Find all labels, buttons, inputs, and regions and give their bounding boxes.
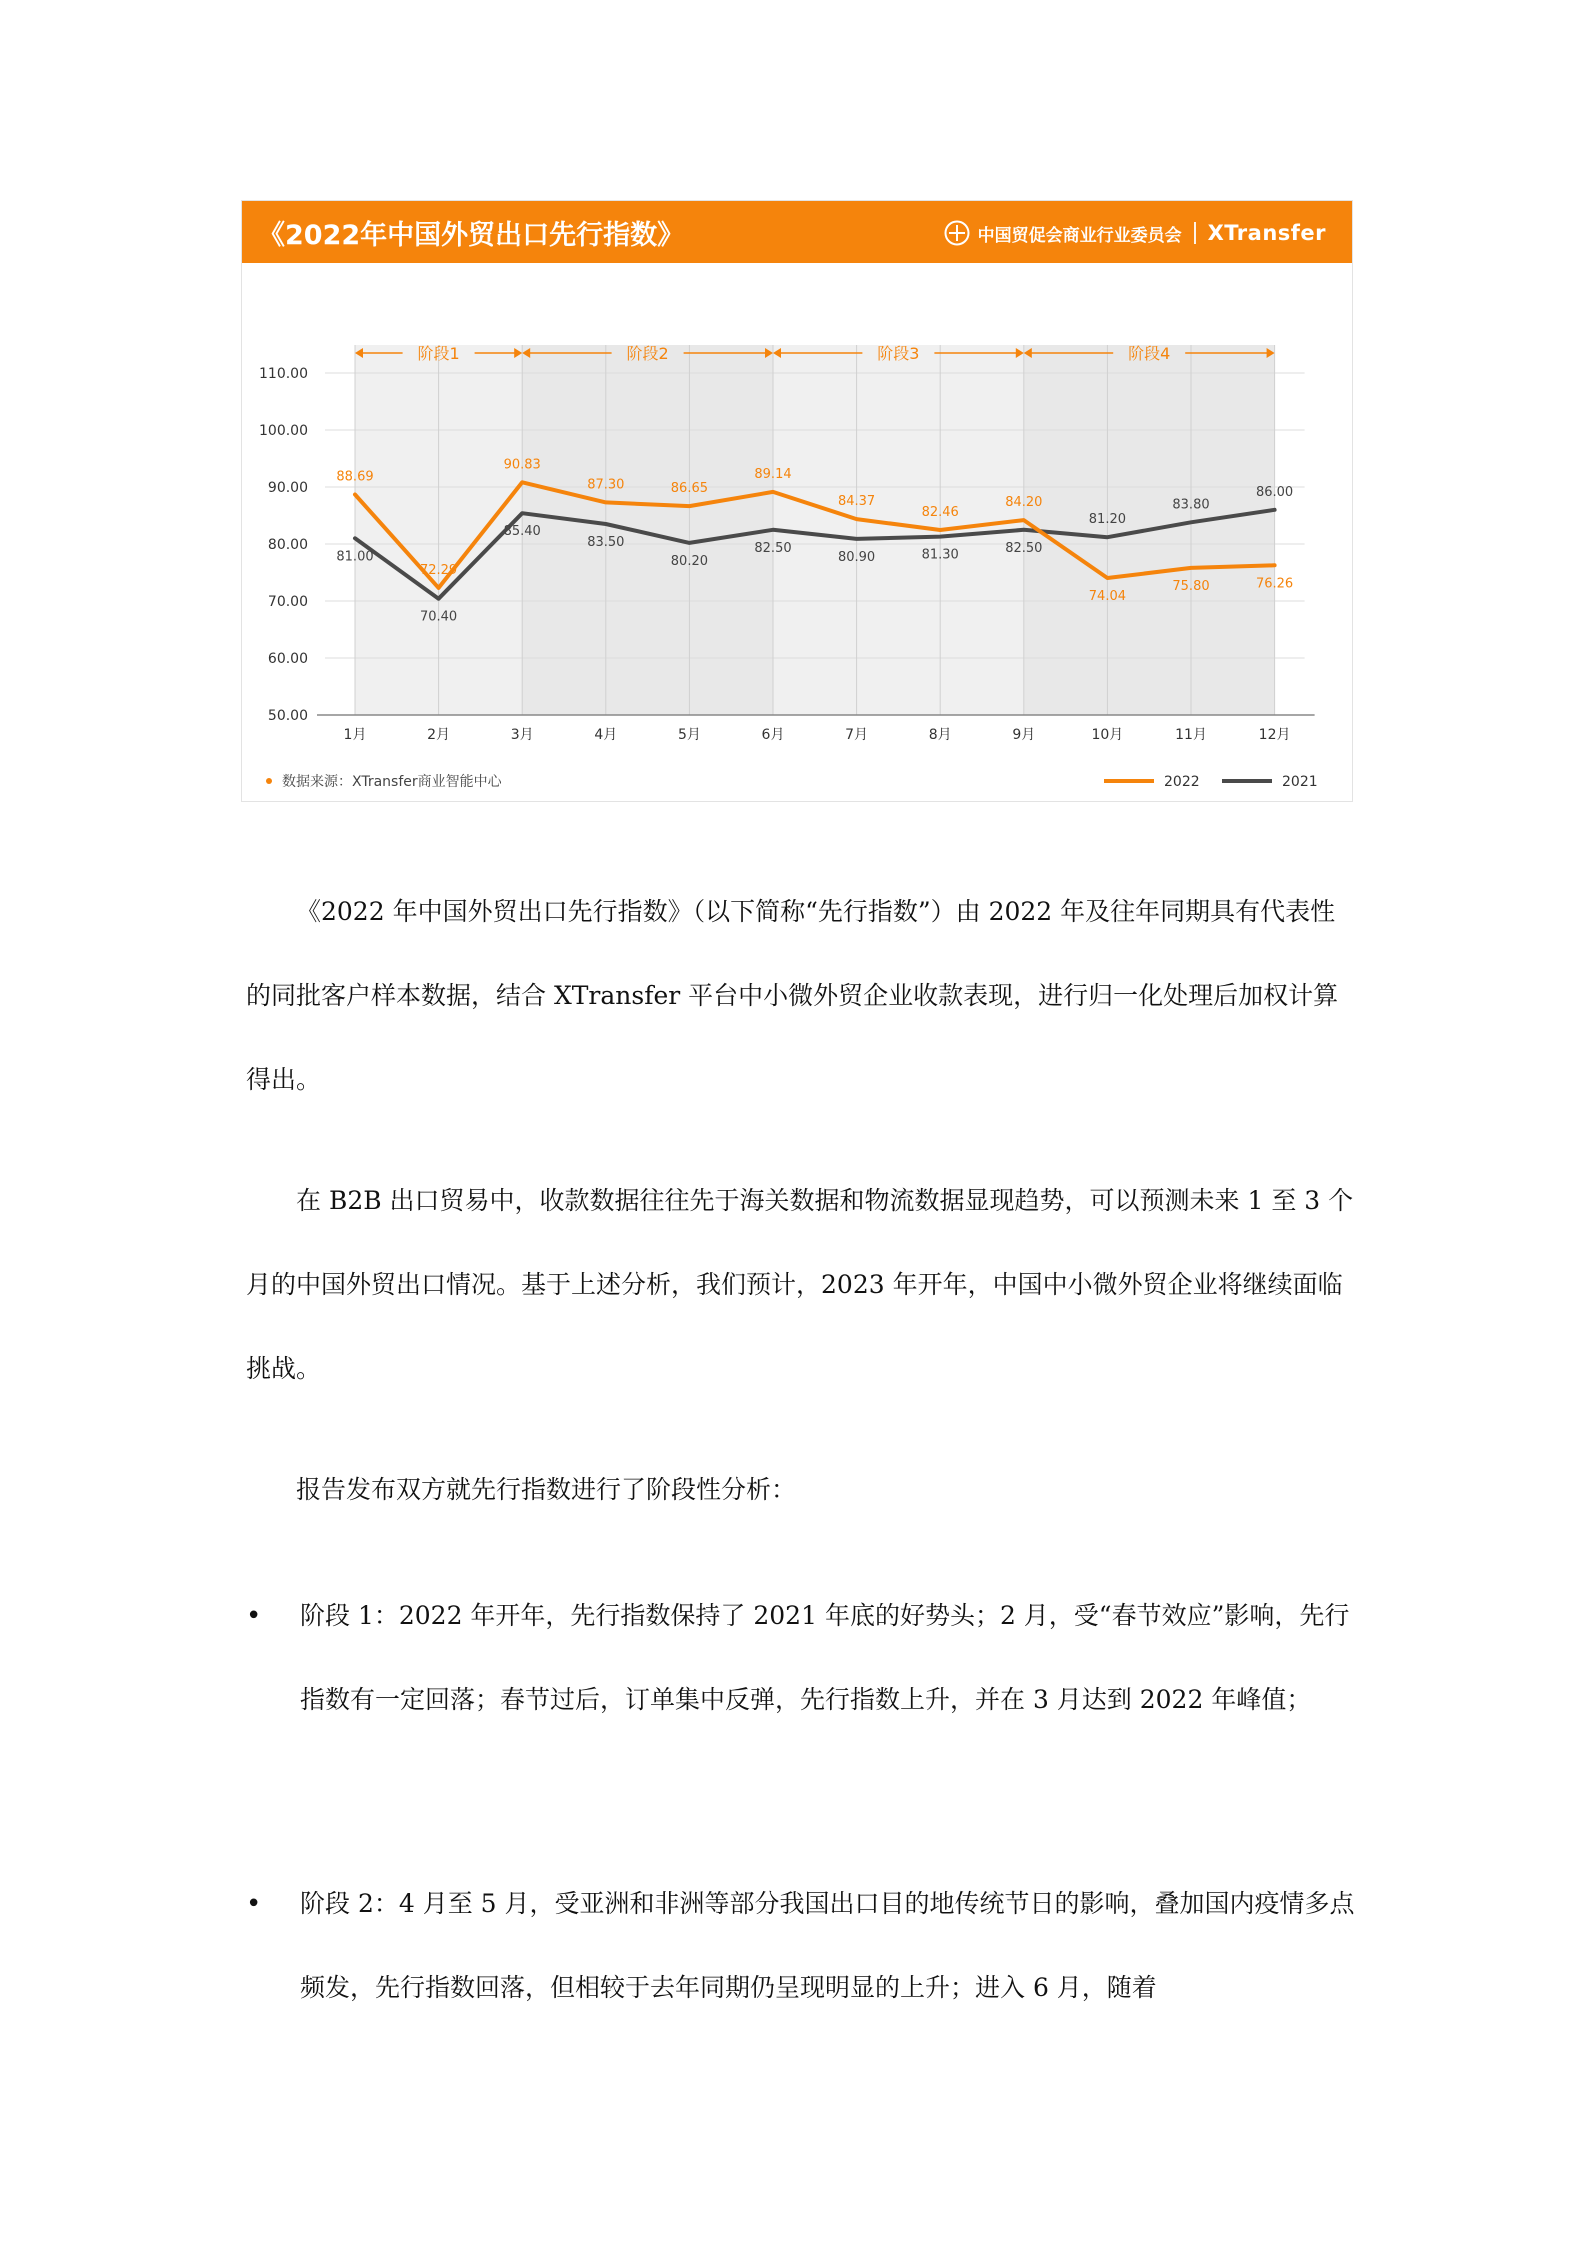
data-label-2022: 76.26 xyxy=(1255,576,1294,592)
bullet-icon: • xyxy=(246,1889,262,1919)
chart-header-bar xyxy=(242,201,1352,263)
x-tick-label: 8月 xyxy=(928,727,952,743)
x-tick-label: 10月 xyxy=(1091,727,1124,743)
paragraph-1: 《2022 年中国外贸出口先行指数》（以下简称“先行指数”）由 2022 年及往年同期具有代表性的同批客户样本数据，结合 XTransfer 平台中小微外贸企业收款表现，进行归一化处理后加权计算得出。 xyxy=(246,897,1339,1094)
phase-label: 阶段4 xyxy=(1128,344,1171,363)
org-name: 中国贸促会商业行业委员会 xyxy=(977,225,1182,246)
legend-label-2022: 2022 xyxy=(1164,774,1200,790)
list-item-text: 阶段 1：2022 年开年，先行指数保持了 2021 年底的好势头；2 月，受“春节效应”影响，先行指数有一定回落；春节过后，订单集中反弹，先行指数上升，并在 3 月达到 2022 年峰值； xyxy=(300,1601,1350,1714)
x-tick-label: 2月 xyxy=(427,727,451,743)
phase-label: 阶段1 xyxy=(417,344,460,363)
chart-title: 《2022年中国外贸出口先行指数》 xyxy=(258,220,685,251)
phase-band xyxy=(522,345,773,715)
data-label-2022: 75.80 xyxy=(1172,578,1210,594)
data-label-2021: 70.40 xyxy=(419,609,458,625)
y-tick-label: 80.00 xyxy=(267,537,308,553)
data-label-2022: 90.83 xyxy=(503,457,541,473)
phase-label: 阶段2 xyxy=(626,344,669,363)
y-tick-label: 70.00 xyxy=(267,594,308,610)
legend-label-2021: 2021 xyxy=(1282,774,1318,790)
data-label-2021: 82.50 xyxy=(754,540,792,556)
data-label-2021: 81.20 xyxy=(1088,512,1127,528)
data-label-2022: 74.04 xyxy=(1088,588,1127,604)
brand-logo-text: XTransfer xyxy=(1207,221,1326,245)
data-label-2021: 82.50 xyxy=(1005,540,1043,556)
data-label-2022: 82.46 xyxy=(921,504,959,520)
x-tick-label: 3月 xyxy=(510,727,534,743)
header-divider xyxy=(1194,222,1196,244)
x-tick-label: 5月 xyxy=(677,727,701,743)
x-tick-label: 6月 xyxy=(761,727,785,743)
data-label-2022: 86.65 xyxy=(670,481,709,497)
x-tick-label: 12月 xyxy=(1258,727,1291,743)
data-label-2021: 83.80 xyxy=(1172,497,1210,513)
data-label-2022: 89.14 xyxy=(754,466,792,482)
data-label-2022: 87.30 xyxy=(587,477,625,493)
list-item-text: 阶段 2：4 月至 5 月，受亚洲和非洲等部分我国出口目的地传统节日的影响，叠加国内疫情多点频发，先行指数回落，但相较于去年同期仍呈现明显的上升；进入 6 月，随着 xyxy=(300,1889,1355,2002)
data-label-2022: 72.29 xyxy=(419,562,458,578)
paragraph-3: 报告发布双方就先行指数进行了阶段性分析： xyxy=(296,1475,797,1504)
y-tick-label: 90.00 xyxy=(267,480,308,496)
y-tick-label: 100.00 xyxy=(259,423,308,439)
org-seal-icon xyxy=(944,220,970,246)
data-label-2021: 80.90 xyxy=(837,549,876,565)
y-tick-label: 50.00 xyxy=(267,708,308,724)
chart-figure xyxy=(241,200,1353,802)
phase-band xyxy=(773,345,1024,715)
x-tick-label: 1月 xyxy=(343,727,367,743)
x-tick-label: 11月 xyxy=(1175,727,1207,743)
y-tick-label: 110.00 xyxy=(259,366,308,382)
data-label-2021: 81.30 xyxy=(921,547,959,563)
data-label-2021: 80.20 xyxy=(670,553,709,569)
source-dot-icon xyxy=(266,778,272,784)
paragraph-2: 在 B2B 出口贸易中，收款数据往往先于海关数据和物流数据显现趋势，可以预测未来 1 至 3 个月的中国外贸出口情况。基于上述分析，我们预计，2023 年开年，中国中小微外贸企业将继续面临挑战。 xyxy=(246,1186,1354,1383)
data-label-2021: 81.00 xyxy=(336,549,374,565)
x-tick-label: 7月 xyxy=(845,727,869,743)
data-label-2021: 85.40 xyxy=(503,524,541,540)
data-label-2022: 88.69 xyxy=(336,469,374,485)
x-tick-label: 4月 xyxy=(594,727,618,743)
y-tick-label: 60.00 xyxy=(267,651,308,667)
data-label-2021: 83.50 xyxy=(587,535,625,551)
data-label-2021: 86.00 xyxy=(1255,484,1294,500)
line-chart xyxy=(242,263,1352,801)
data-label-2022: 84.37 xyxy=(837,494,876,510)
x-tick-label: 9月 xyxy=(1012,727,1036,743)
data-label-2022: 84.20 xyxy=(1005,495,1043,511)
org-branding xyxy=(944,219,1326,247)
phase-label: 阶段3 xyxy=(877,344,920,363)
source-note: 数据来源：XTransfer商业智能中心 xyxy=(282,774,502,790)
bullet-icon: • xyxy=(246,1601,262,1631)
